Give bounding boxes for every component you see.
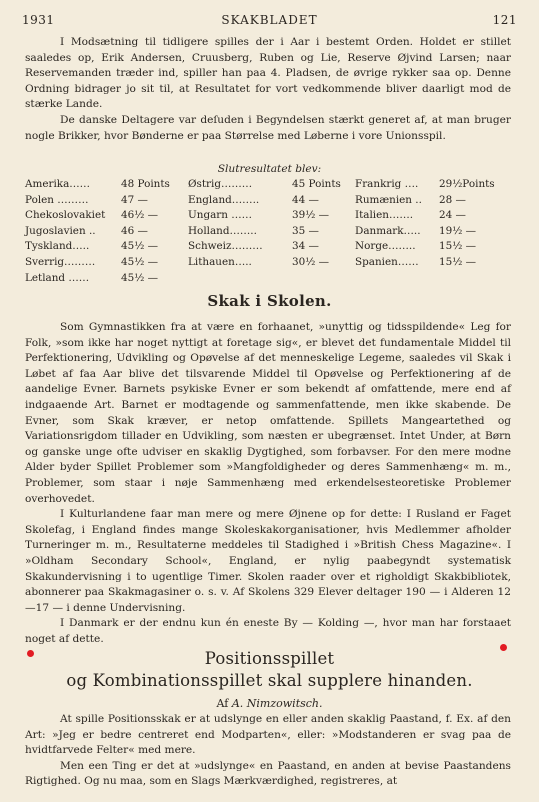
results-row	[188, 239, 350, 255]
results-row	[188, 177, 350, 193]
results-row	[188, 255, 350, 271]
results-column-3	[355, 177, 509, 271]
country-score: 29½Points	[439, 178, 495, 190]
results-row	[355, 224, 509, 240]
country-name: England……..	[188, 193, 260, 206]
results-row	[25, 255, 175, 271]
country-name: Chekoslovakiet	[25, 209, 106, 222]
country-name: Sverrig………	[25, 255, 96, 268]
country-name: Østrig………	[188, 178, 253, 190]
article-title-line-2: og Kombinationsspillet skal supplere hinanden.	[66, 671, 473, 690]
results-column-2	[188, 177, 350, 271]
results-row	[25, 271, 175, 287]
results-column-1	[25, 177, 175, 286]
results-row	[355, 239, 509, 255]
country-name: Danmark…..	[355, 224, 421, 237]
country-score: 30½ —	[292, 255, 329, 268]
country-score: 28 —	[439, 193, 466, 206]
results-row	[355, 177, 509, 193]
byline-prefix: Af	[216, 697, 232, 710]
results-row	[188, 193, 350, 209]
country-score: 15½ —	[439, 255, 476, 268]
results-row	[355, 255, 509, 271]
country-score: 46 —	[121, 224, 148, 237]
section1-text	[25, 320, 511, 647]
country-score: 45½ —	[121, 271, 158, 284]
results-heading: Slutresultatet blev:	[217, 163, 322, 175]
paragraph: At spille Positionsskak er at udslynge en eller anden skaklig Paastand, f. Ex. af den Art: »Jeg er bedre centreret end Modparten«, eller: »Modstanderen er svag paa de hvidtfarvede Felter« med mere.	[25, 713, 511, 757]
country-name: Jugoslavien ..	[25, 224, 96, 237]
running-header	[22, 13, 517, 29]
paragraph: I Danmark er der endnu kun én eneste By — Kolding —, hvor man har forstaaet noget af dette.	[25, 617, 511, 645]
country-name: Tyskland…..	[25, 240, 90, 253]
results-row	[25, 193, 175, 209]
header-title: SKAKBLADET	[221, 13, 318, 27]
results-row	[25, 239, 175, 255]
country-name: Amerika……	[25, 178, 91, 190]
results-row	[188, 208, 350, 224]
country-score: 34 —	[292, 240, 319, 253]
paragraph: Som Gymnastikken fra at være en forhaanet, »unyttig og tidsspildende« Leg for Folk, »som ikke har noget nyttigt at foretage sig«, er blevet det fundamentale Middel til Perfektionering, Udvikling og Opøvelse af det menneskelige Legeme, saaledes vil Skak i Løbet af faa Aar blive det tilsvarende Middel til Opøvelse og Perfektionering af de aandelige Evner. Barnets psykiske Evner er som bekendt af omfattende, mere end af indgaaende Art. Barnet er modtagende og sammenfattende, men ikke skabende. De Evner, som Skak kræver, er netop omfattende. Spillets Mangeartethed og Variationsrigdom tillader en Udvikling, som næsten er ubegrænset. Intet Under, at Børn og ganske unge ofte udviser en skaklig Dygtighed, som forbavser. For den mere modne Alder byder Spillet Problemer som »Mangfoldigheder og deres Sammenhæng« m. m., Problemer, som staar i nøje Sammenhæng med erkendelsesteoretiske Problemer overhovedet.	[25, 321, 511, 505]
country-score: 46½ —	[121, 209, 158, 222]
country-name: Holland……..	[188, 224, 257, 237]
country-name: Italien…….	[355, 209, 414, 222]
paragraph: De danske Deltagere var deſuden i Begyndelsen stærkt generet af, at man bruger nogle Brikker, hvor Bønderne er paa Størrelse med Løberne i vore Unionsspil.	[25, 113, 511, 142]
paragraph: Men een Ting er det at »udslynge« en Paastand, en anden at bevise Paastandens Rigtighed. Og nu maa, som en Slags Mærkværdighed, registreres, at	[25, 759, 511, 788]
country-score: 45 Points	[292, 178, 341, 190]
results-row	[25, 224, 175, 240]
country-score: 35 —	[292, 224, 319, 237]
country-score: 15½ —	[439, 240, 476, 253]
country-score: 19½ —	[439, 224, 476, 237]
country-score: 39½ —	[292, 209, 329, 222]
country-score: 45½ —	[121, 240, 158, 253]
paragraph: I Kulturlandene faar man mere og mere Øjnene op for dette: I Rusland er Faget Skolefag, i England findes mange Skoleskakorganisationer, hvis Medlemmer afholder Turneringer m. m., Resultaterne meddeles til Stadighed i »British Chess Magazine«. I »Oldham Secondary School«, England, er nylig paabegyndt systematisk Skakundervisning i to ugentlige Timer. Skolen raader over et righoldigt Skakbibliotek, abonnerer paa Skakmagasiner o. s. v. Af Skolens 329 Elever deltager 190 — i Alderen 12—17 — i denne Undervisning.	[25, 508, 511, 614]
country-score: 24 —	[439, 209, 466, 222]
page-number: 121	[492, 13, 517, 27]
country-name: Letland ……	[25, 271, 90, 284]
byline	[0, 697, 539, 710]
country-name: Spanien……	[355, 255, 419, 268]
results-row	[355, 208, 509, 224]
paragraph: I Modsætning til tidligere spilles der i Aar i bestemt Orden. Holdet er stillet saaledes op, Erik Andersen, Cruusberg, Ruben og Lie, Reserve Øjvind Larsen; naar Reservemanden træder ind, spiller han paa 4. Pladsen, de øvrige rykker saa op. Denne Ordning bidrager jo sit til, at Resultatet for vort vedkommende bliver daarligt mod de stærke Lande.	[25, 36, 511, 111]
section-title: Skak i Skolen.	[207, 292, 332, 310]
country-name: Frankrig ….	[355, 178, 419, 190]
country-score: 44 —	[292, 193, 319, 206]
country-name: Norge……..	[355, 240, 416, 253]
results-row	[25, 208, 175, 224]
results-row	[25, 177, 175, 193]
country-name: Rumænien ..	[355, 193, 422, 206]
country-score: 45½ —	[121, 255, 158, 268]
country-name: Ungarn ……	[188, 209, 253, 222]
article-title-line-1: Positionsspillet	[204, 649, 335, 668]
author-name: A. Nimzowitsch.	[231, 697, 323, 710]
country-score: 47 —	[121, 193, 148, 206]
intro-text	[25, 35, 511, 144]
country-name: Polen ………	[25, 193, 89, 206]
header-year: 1931	[22, 13, 55, 27]
country-name: Schweiz………	[188, 240, 263, 253]
country-score: 48 Points	[121, 178, 170, 190]
article-text	[25, 712, 511, 790]
results-row	[355, 193, 509, 209]
results-row	[188, 224, 350, 240]
country-name: Lithauen…..	[188, 255, 252, 268]
